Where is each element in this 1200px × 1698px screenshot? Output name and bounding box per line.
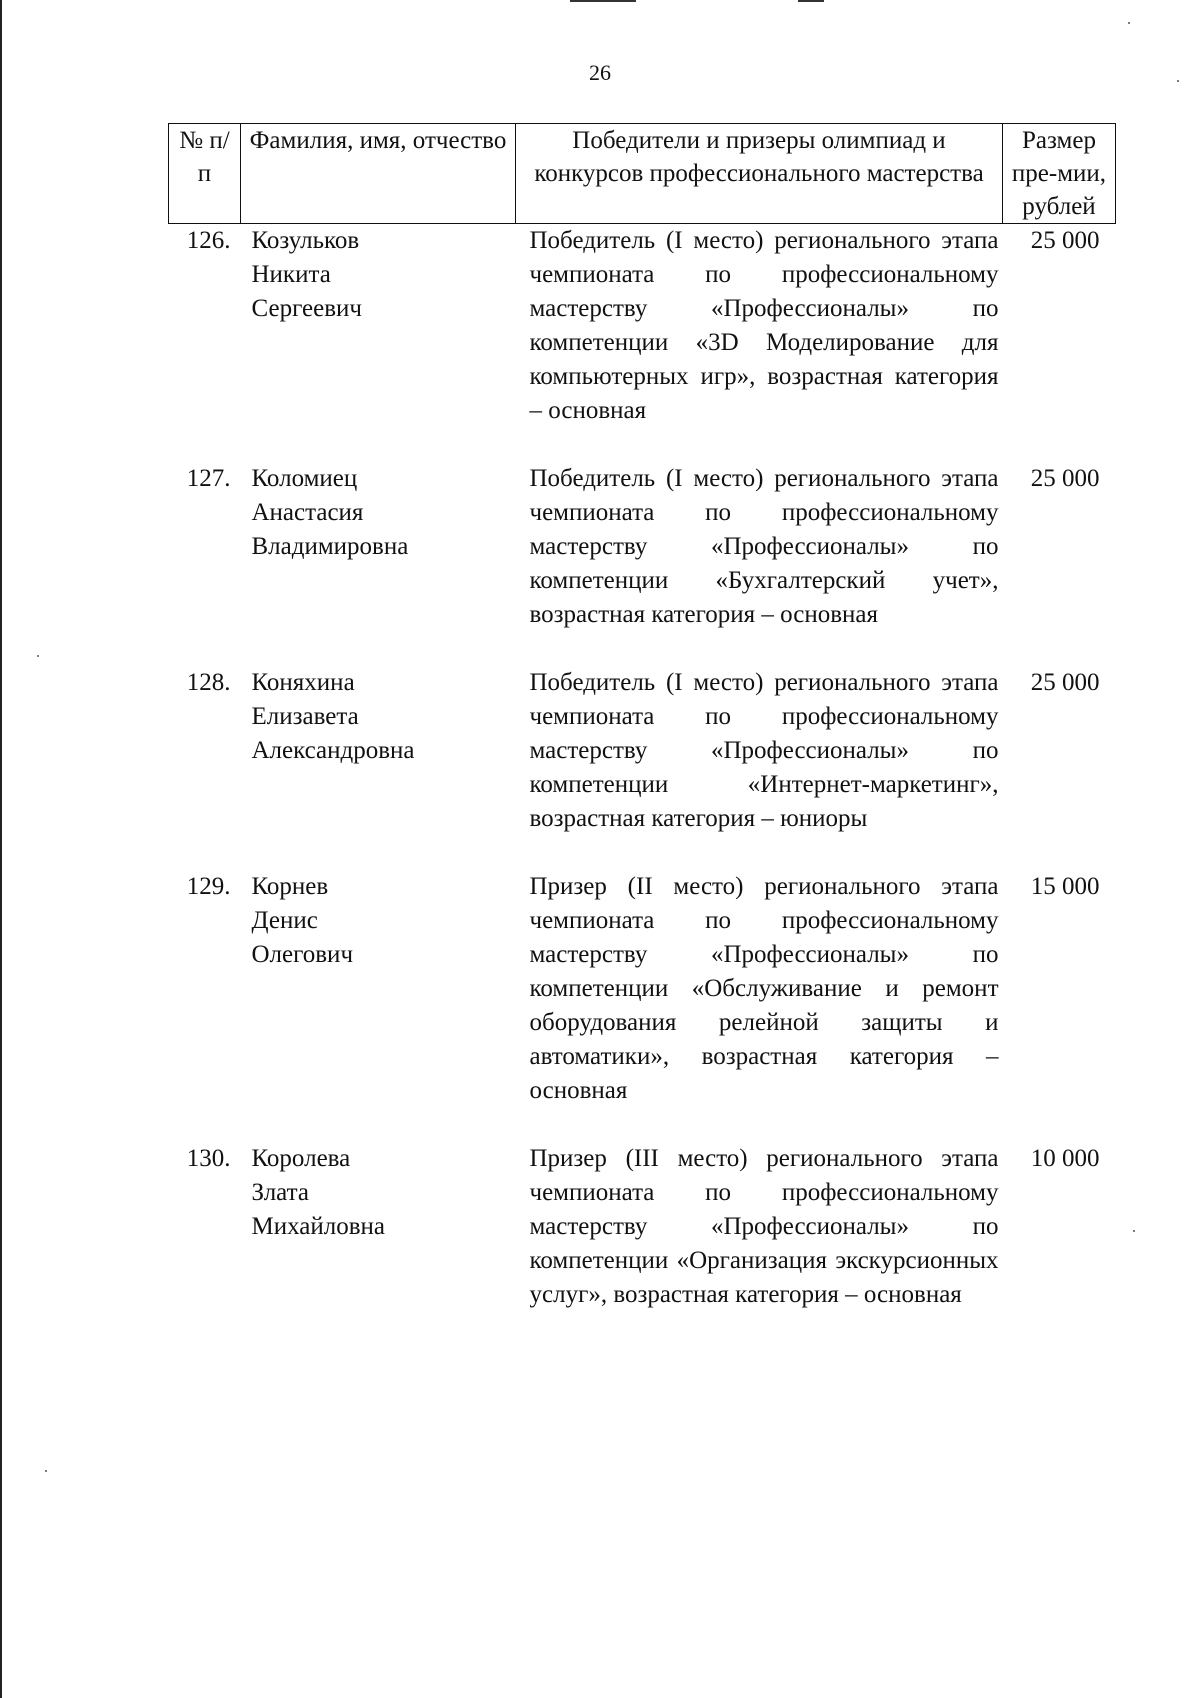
row-first-name: Злата [251, 1179, 309, 1206]
page-number: 26 [589, 60, 611, 85]
row-surname: Королева [251, 1145, 351, 1172]
row-full-name [241, 870, 516, 1142]
row-amount: 15 000 [1030, 873, 1100, 900]
table-row [169, 462, 1116, 666]
row-surname: Коломиец [251, 465, 358, 492]
row-amount: 25 000 [1030, 227, 1100, 254]
row-full-name [241, 666, 516, 870]
row-amount: 25 000 [1030, 669, 1100, 696]
row-number: 127. [186, 465, 231, 492]
row-full-name [241, 224, 516, 463]
scan-page-edge [0, 0, 2, 1698]
row-description: Призер (II место) регионального этапа чемпионата по профессиональному мастерству «Профессионалы» по компетенции «Обслуживание и ремонт оборудования релейной защиты и автоматики», возрастная категория – основная [529, 873, 999, 1104]
row-patronymic: Михайловна [251, 1213, 386, 1240]
scan-top-mark [798, 0, 824, 2]
header-number: № п/п [169, 124, 241, 224]
header-description: Победители и призеры олимпиад и конкурсов профессионального мастерства [516, 124, 1003, 224]
row-first-name: Никита [251, 261, 331, 288]
row-full-name [241, 1142, 516, 1312]
row-description: Призер (III место) регионального этапа чемпионата по профессиональному мастерству «Профессионалы» по компетенции «Организация экскурсионных услуг», возрастная категория – основная [529, 1145, 999, 1308]
row-surname: Козульков [251, 227, 360, 254]
row-number: 129. [186, 873, 231, 900]
row-description: Победитель (I место) регионального этапа чемпионата по профессиональному мастерству «Профессионалы» по компетенции «Интернет-маркетинг», возрастная категория – юниоры [529, 669, 999, 832]
table-header-row [169, 124, 1116, 224]
scan-speck [1133, 1230, 1135, 1232]
scan-top-mark [570, 0, 636, 2]
header-name: Фамилия, имя, отчество [241, 124, 516, 224]
scan-speck [1128, 22, 1130, 24]
row-surname: Коняхина [251, 669, 355, 696]
row-number: 130. [186, 1145, 231, 1172]
row-amount: 10 000 [1030, 1145, 1100, 1172]
header-amount: Размер пре-мии, рублей [1003, 124, 1116, 224]
row-description: Победитель (I место) регионального этапа чемпионата по профессиональному мастерству «Профессионалы» по компетенции «Бухгалтерский учет», возрастная категория – основная [529, 465, 999, 628]
row-number: 128. [186, 669, 231, 696]
scan-speck [37, 655, 39, 657]
scan-speck [45, 1470, 47, 1472]
row-first-name: Денис [251, 907, 318, 934]
row-number: 126. [186, 227, 231, 254]
table-row [169, 224, 1116, 463]
row-patronymic: Олегович [251, 941, 354, 968]
table-row [169, 870, 1116, 1142]
row-patronymic: Александровна [251, 737, 415, 764]
row-surname: Корнев [251, 873, 329, 900]
table-row [169, 1142, 1116, 1312]
awards-table [168, 123, 1116, 1312]
row-first-name: Елизавета [251, 703, 359, 730]
row-first-name: Анастасия [251, 499, 364, 526]
row-patronymic: Владимировна [251, 533, 409, 560]
row-description: Победитель (I место) регионального этапа чемпионата по профессиональному мастерству «Профессионалы» по компетенции «3D Моделирование для компьютерных игр», возрастная категория – основная [529, 227, 999, 424]
row-amount: 25 000 [1030, 465, 1100, 492]
row-patronymic: Сергеевич [251, 295, 362, 322]
row-full-name [241, 462, 516, 666]
table-row [169, 666, 1116, 870]
